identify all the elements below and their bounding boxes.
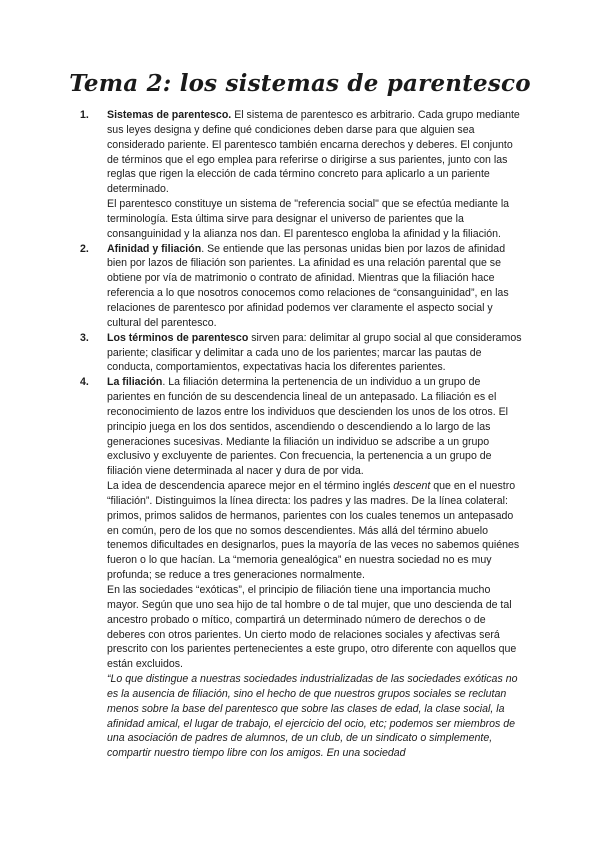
item-number: 1.	[80, 109, 89, 121]
paragraph-text: . Se entiende que las personas unidas bien por lazos de afinidad bien por lazos de filiación son parientes. La afinidad es una relación parental que se obtiene por vía de matrimonio o contrato de afinidad. Mientras que la filiación hace referencia a lo que nosotros conocemos como relaciones de “consanguinidad”, en las relaciones de parentesco por afinidad podemos ver claramente el aspecto social y cultural del parentesco.	[107, 242, 509, 329]
paragraph: En las sociedades “exóticas”, el principio de filiación tiene una importancia mucho mayor. Según que uno sea hijo de tal hombre o de tal mujer, que uno descienda de tal ancestro probado o mítico, compartirá un determinado número de derechos o de deberes con otros parientes. Un cierto modo de relaciones sociales y afectivas será prescrito con los parientes pertenecientes a este grupo, otro diferente con aquellos que están excluidos.	[107, 584, 517, 671]
list-item-1	[80, 108, 525, 242]
item-number: 4.	[80, 376, 89, 389]
item-heading: Afinidad y filiación	[107, 242, 202, 255]
paragraph	[107, 375, 525, 479]
item-heading: La filiación	[107, 376, 163, 389]
quote-paragraph: “Lo que distingue a nuestras sociedades industrializadas de las sociedades exóticas no es la ausencia de filiación, sino el hecho de que nuestros grupos sociales se reclutan menos sobre la base del parentesco que sobre las clases de edad, la clase social, la afinidad amical, el lugar de trabajo, el ejercicio del ocio, etc; podemos ser miembros de una asociación de padres de alumnos, de un club, de un sindicato o simplemente, compartir nuestro tiempo libre con los amigos. En una sociedad	[107, 673, 518, 760]
list-item-4	[80, 375, 525, 761]
paragraph-text: . La filiación determina la pertenencia de un individuo a un grupo de parientes en función de su descendencia lineal de un antepasado. La filiación es el reconocimiento de lazos entre los individuos que descienden los unos de los otros. El principio juega en los dos sentidos, ascendiendo o descendiendo a lo largo de las generaciones sucesivas. Mediante la filiación un individuo se adscribe a un grupo exclusivo y excluyente de parientes. Con frecuencia, la pertenencia a un grupo de filiación viene determinada al nacer y dura de por vida.	[107, 376, 509, 478]
paragraph-text: sirven para: delimitar al grupo social al que consideramos pariente; clasificar y delimitar a cada uno de los parientes; marcar las pautas de conducta, comportamientos, expectativas hacia los diferentes parientes.	[107, 331, 522, 374]
page-title: Tema 2: los sistemas de parentesco	[69, 70, 531, 97]
paragraph	[107, 331, 525, 376]
list-item-2	[80, 242, 525, 331]
item-number: 3.	[80, 331, 89, 344]
document-body	[80, 108, 525, 761]
paragraph: El parentesco constituye un sistema de "referencia social" que se efectúa mediante la terminología. Esta última sirve para designar el universo de parientes que la consanguinidad y la alianza nos dan. El parentesco engloba la afinidad y la filiación.	[107, 198, 510, 240]
paragraph-text: La idea de descendencia aparece mejor en el término inglés	[107, 480, 394, 493]
paragraph	[107, 108, 525, 197]
paragraph-text: que en el nuestro “filiación”. Distinguimos la línea directa: los padres y las madres. De la línea colateral: primos, primos salidos de hermanos, parientes con los cuales tenemos un antepasado en común, pero de los que no somos descendientes. Más allá del término abuelo tenemos dificultades en designarlos, pues la mayoría de las veces no sabemos quiénes fueron o lo que hacían. La “memoria genealógica” en nuestra sociedad no es muy profunda; se reduce a tres generaciones normalmente.	[107, 480, 520, 582]
paragraph	[107, 242, 525, 331]
item-heading: Los términos de parentesco	[107, 331, 249, 344]
emphasis-term: descent	[393, 480, 431, 493]
paragraph	[107, 479, 525, 583]
item-heading: Sistemas de parentesco.	[107, 109, 232, 121]
paragraph-text: El sistema de parentesco es arbitrario. Cada grupo mediante sus leyes designa y define qué condiciones deben darse para que alguien sea considerado pariente. El parentesco también encarna derechos y deberes. El conjunto de términos que el ego emplea para referirse o dirigirse a sus parientes, junto con las reglas que rigen la elección de cada término concreto para aplicarlo a un pariente determinado.	[107, 109, 520, 196]
list-item-3	[80, 331, 525, 376]
item-number: 2.	[80, 242, 89, 255]
